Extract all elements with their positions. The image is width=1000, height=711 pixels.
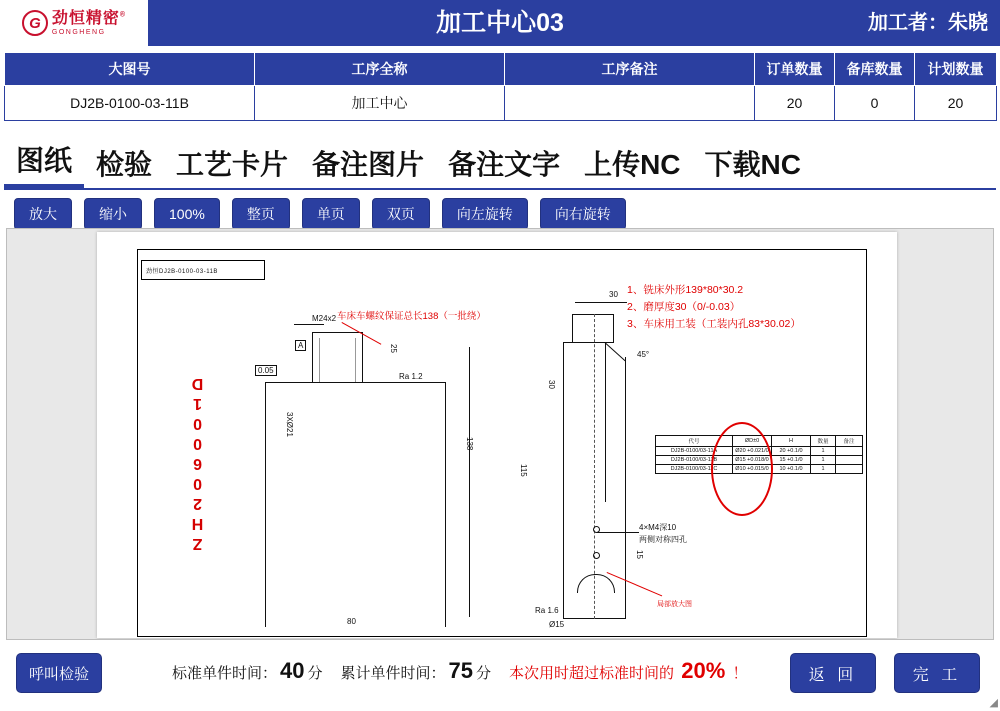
col-header-plan-qty: 计划数量 xyxy=(915,53,997,86)
note-sym-holes: 两侧对称四孔 xyxy=(639,535,687,544)
zoom-in-button[interactable]: 放大 xyxy=(14,198,72,230)
part-cell-qty: 1 xyxy=(811,447,836,456)
overtime-value: 20% xyxy=(681,658,726,683)
logo-mark-icon: G xyxy=(22,10,48,36)
tab-note-image[interactable]: 备注图片 xyxy=(312,149,425,180)
drawing-note-3: 3、车床用工装（工装内孔83*30.02） xyxy=(627,318,801,330)
dim-top-30: 30 xyxy=(609,290,618,299)
part-cell-code: DJ2B-0100/03-11B xyxy=(656,456,733,465)
part-col-code: 代号 xyxy=(656,436,733,447)
col-header-order-qty: 订单数量 xyxy=(755,53,835,86)
dim-3x21: 3XØ21 xyxy=(285,412,294,437)
part-cell-height: 15 +0.1/0 xyxy=(772,456,811,465)
cell-order-qty: 20 xyxy=(755,86,835,121)
col-header-process-name: 工序全称 xyxy=(255,53,505,86)
call-inspection-button[interactable]: 呼叫检验 xyxy=(16,653,102,693)
right-view-boss-right xyxy=(613,314,614,342)
cell-process-note xyxy=(505,86,755,121)
standard-time-label: 标准单件时间： xyxy=(172,665,278,682)
overtime-suffix: ！ xyxy=(732,665,748,682)
tab-process-card[interactable]: 工艺卡片 xyxy=(176,149,289,180)
operator-label: 加工者：朱晓 xyxy=(868,12,988,34)
col-header-drawing-no: 大图号 xyxy=(5,53,255,86)
fit-page-button[interactable]: 整页 xyxy=(232,198,290,230)
tab-bar xyxy=(4,142,996,190)
right-view-body-left xyxy=(563,342,564,502)
left-view-boss-left xyxy=(312,332,313,382)
left-view-outline-left xyxy=(265,382,266,627)
viewer-toolbar xyxy=(14,198,626,230)
dim-m24x2: M24x2 xyxy=(312,314,337,323)
surface-ra16: Ra 1.6 xyxy=(535,606,559,615)
left-view-boss-right xyxy=(362,332,363,382)
tab-drawings[interactable]: 图纸 xyxy=(4,141,84,188)
right-view-lower-left xyxy=(563,502,564,618)
left-view-boss-top xyxy=(312,332,363,333)
logo-chinese-name: 劲恒精密® xyxy=(51,9,127,27)
table-row xyxy=(5,86,997,121)
standard-time-unit: 分 xyxy=(307,665,323,682)
tab-download-nc[interactable]: 下载NC xyxy=(704,149,801,180)
footer-bar xyxy=(0,644,1000,711)
cell-drawing-no: DJ2B-0100-03-11B xyxy=(5,86,255,121)
actual-time-value: 75 xyxy=(448,658,474,683)
cell-process-name: 加工中心 xyxy=(255,86,505,121)
part-cell-height: 10 +0.1/0 xyxy=(772,465,811,474)
part-cell-qty: 1 xyxy=(811,456,836,465)
part-col-remark: 备注 xyxy=(836,436,863,447)
part-cell-code: DJ2B-0100/03-11C xyxy=(656,465,733,474)
part-cell-qty: 1 xyxy=(811,465,836,474)
part-col-diameter: ØD±0 xyxy=(733,436,772,447)
right-view-lower-right xyxy=(625,502,626,618)
dim-80: 80 xyxy=(347,617,356,626)
tolerance-box: 0.05 xyxy=(255,365,277,376)
table-header-row xyxy=(5,53,997,86)
overtime-prefix: 本次用时超过标准时间的 xyxy=(509,665,675,682)
tab-inspection[interactable]: 检验 xyxy=(96,149,153,180)
tab-upload-nc[interactable]: 上传NC xyxy=(584,149,681,180)
logo-english-name: GONGHENG xyxy=(51,28,106,36)
rotate-right-button[interactable]: 向右旋转 xyxy=(540,198,626,230)
finish-button[interactable]: 完 工 xyxy=(894,653,980,693)
part-cell-diameter: Ø15 +0.018/0 xyxy=(733,456,772,465)
dim-dia15: Ø15 xyxy=(549,620,565,629)
drawing-vertical-code: ZH206001D xyxy=(189,372,206,552)
job-info-table xyxy=(4,52,997,121)
title-bar xyxy=(0,0,1000,46)
right-view-shoulder xyxy=(625,357,626,502)
col-header-process-note: 工序备注 xyxy=(505,53,755,86)
part-cell-diameter: Ø20 +0.021/0 xyxy=(733,447,772,456)
dim-15: 15 xyxy=(635,550,644,559)
part-cell-remark xyxy=(836,465,863,474)
zoom-out-button[interactable]: 缩小 xyxy=(84,198,142,230)
part-col-height: H xyxy=(772,436,811,447)
time-stats xyxy=(172,658,747,684)
note-4xm4: 4×M4深10 xyxy=(639,523,677,532)
cell-stock-qty: 0 xyxy=(835,86,915,121)
resize-grip-icon[interactable]: ◢ xyxy=(989,697,998,709)
dim-115: 115 xyxy=(519,464,528,477)
dim-25: 25 xyxy=(389,344,398,353)
hole-leader xyxy=(597,532,639,533)
return-button[interactable]: 返 回 xyxy=(790,653,876,693)
standard-time-value: 40 xyxy=(280,658,305,683)
dim-138-line xyxy=(469,347,470,617)
part-cell-height: 20 +0.1/0 xyxy=(772,447,811,456)
dim-30: 30 xyxy=(547,380,556,389)
surface-ra12: Ra 1.2 xyxy=(399,372,423,381)
cell-plan-qty: 20 xyxy=(915,86,997,121)
dim-45deg: 45° xyxy=(637,350,650,359)
left-view-boss-inner xyxy=(319,338,320,382)
part-cell-remark xyxy=(836,456,863,465)
tab-note-text[interactable]: 备注文字 xyxy=(448,149,561,180)
part-col-qty: 数量 xyxy=(811,436,836,447)
drawing-page xyxy=(97,232,897,638)
annotation-detail-view: 局部放大图 xyxy=(657,601,692,608)
actual-time-unit: 分 xyxy=(476,665,492,682)
right-view-body-right xyxy=(605,342,606,502)
left-view-outline-top xyxy=(265,382,446,383)
drawing-notes xyxy=(627,282,801,333)
drawing-red-highlight-ellipse xyxy=(711,422,773,516)
actual-time-label: 累计单件时间： xyxy=(340,665,446,682)
drawing-title-block: 劲恒DJ2B-0100-03-11B xyxy=(141,260,265,280)
single-page-button[interactable]: 单页 xyxy=(302,198,360,230)
drawing-note-2: 2、磨厚度30（0/-0.03） xyxy=(627,301,741,313)
dim-line-m24 xyxy=(294,324,324,325)
drawing-note-1: 1、铣床外形139*80*30.2 xyxy=(627,284,744,296)
hole-mark-1 xyxy=(593,526,600,533)
overtime-warning xyxy=(509,658,747,684)
part-cell-code: DJ2B-0100/03-11A xyxy=(656,447,733,456)
left-view-boss-inner2 xyxy=(355,338,356,382)
rotate-left-button[interactable]: 向左旋转 xyxy=(442,198,528,230)
right-view-boss-left xyxy=(572,314,573,342)
company-logo xyxy=(0,0,148,46)
part-cell-remark xyxy=(836,447,863,456)
page-title: 加工中心03 xyxy=(436,9,564,37)
zoom-100-button[interactable]: 100% xyxy=(154,198,220,230)
annotation-thread-note: 车床车螺纹保证总长138（一批绕） xyxy=(337,311,486,322)
double-page-button[interactable]: 双页 xyxy=(372,198,430,230)
col-header-stock-qty: 备库数量 xyxy=(835,53,915,86)
left-view-outline-right xyxy=(445,382,446,627)
part-cell-diameter: Ø10 +0.015/0 xyxy=(733,465,772,474)
dim-top-30-line xyxy=(575,302,627,303)
hole-mark-2 xyxy=(593,552,600,559)
right-view-boss-top xyxy=(572,314,614,315)
datum-symbol-A: A xyxy=(295,340,306,351)
registered-icon: ® xyxy=(119,11,127,19)
drawing-viewer[interactable] xyxy=(6,228,994,640)
